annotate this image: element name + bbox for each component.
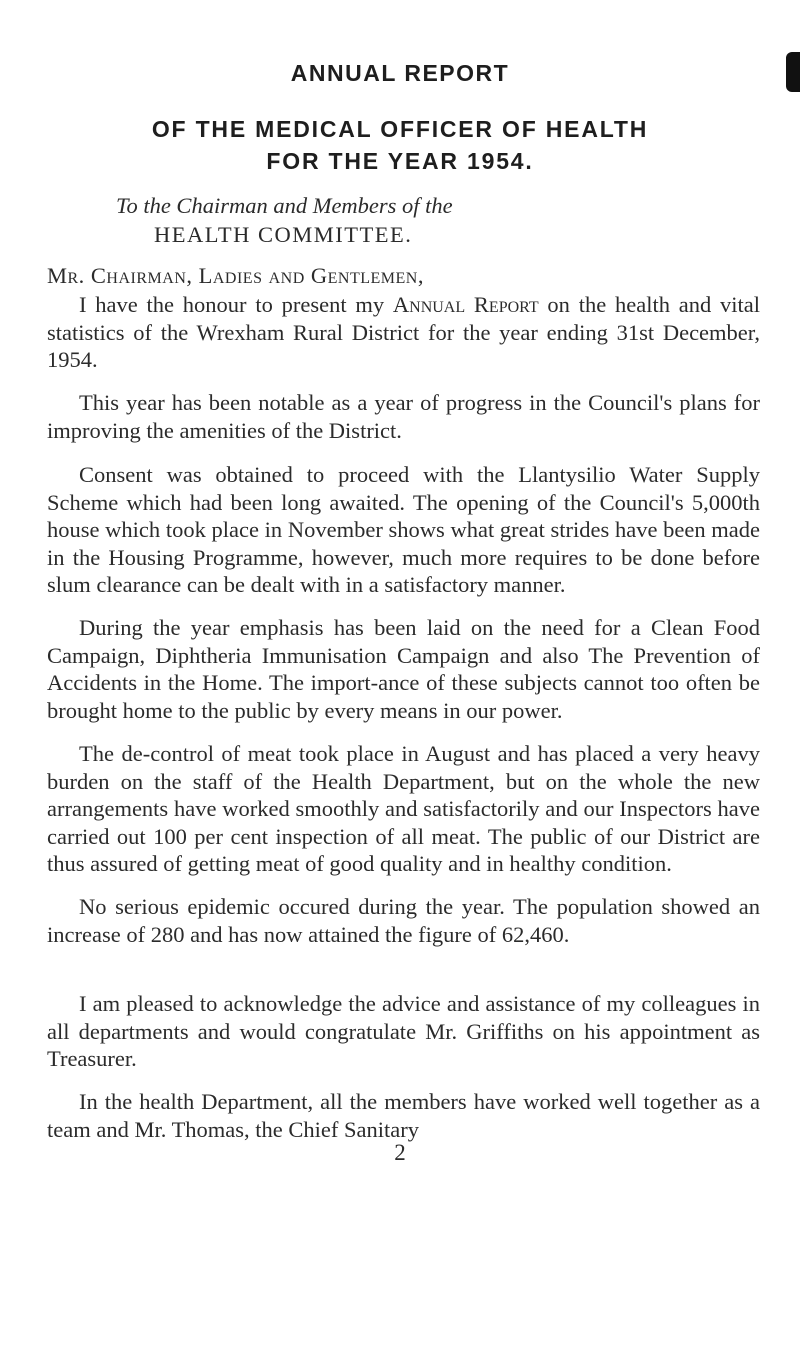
report-subtitle: OF THE MEDICAL OFFICER OF HEALTH <box>151 116 649 142</box>
report-title: ANNUAL REPORT <box>290 60 510 86</box>
paragraph-5: The de-control of meat took place in August and has placed a very heavy burden on the staff of the Health Department, but on the whole the new arrangements have worked smoothly and satisfactorily and our Inspectors have carried out 100 per cent inspection of all meat. The public of our District are thus assured of getting meat of good quality and in healthy condition. <box>47 741 760 876</box>
paragraph-6: No serious epidemic occured during the year. The population showed an increase of 280 and has now attained the figure of 62,460. <box>47 894 760 947</box>
page-number: 2 <box>394 1140 406 1165</box>
paragraph-3: Consent was obtained to proceed with the Llantysilio Water Supply Scheme which had been long awaited. The opening of the Council's 5,000th house which took place in November shows what great strides have been made in the Housing Programme, however, much more requires to be done before slum clearance can be dealt with in a satisfactory manner. <box>47 462 760 597</box>
paragraph-8: In the health Department, all the members have worked well together as a team and Mr. Thomas, the Chief Sanitary <box>47 1089 760 1142</box>
paragraph-1-start: I have the honour to present my <box>79 292 393 317</box>
paragraph-1 <box>47 291 760 374</box>
address-line-2: HEALTH COMMITTEE. <box>154 222 413 247</box>
paragraph-1-end: on the health and vital statistics of the Wrexham Rural District for the year ending 31st December, 1954. <box>47 292 760 372</box>
paragraph-2: This year has been notable as a year of progress in the Council's plans for improving the amenities of the District. <box>47 390 760 443</box>
report-year: FOR THE YEAR 1954. <box>266 148 534 174</box>
annual-report-small-caps: Annual Report <box>392 292 539 317</box>
paragraph-4: During the year emphasis has been laid on the need for a Clean Food Campaign, Diphtheria Immunisation Campaign and also The Prevention of Accidents in the Home. The import-ance of these subjects cannot too often be brought home to the public by every means in our power. <box>47 615 760 723</box>
paragraph-7: I am pleased to acknowledge the advice and assistance of my colleagues in all departments and would congratulate Mr. Griffiths on his appointment as Treasurer. <box>47 991 760 1071</box>
address-line-1: To the Chairman and Members of the <box>116 193 453 218</box>
salutation: Mr. Chairman, Ladies and Gentlemen, <box>47 263 424 288</box>
